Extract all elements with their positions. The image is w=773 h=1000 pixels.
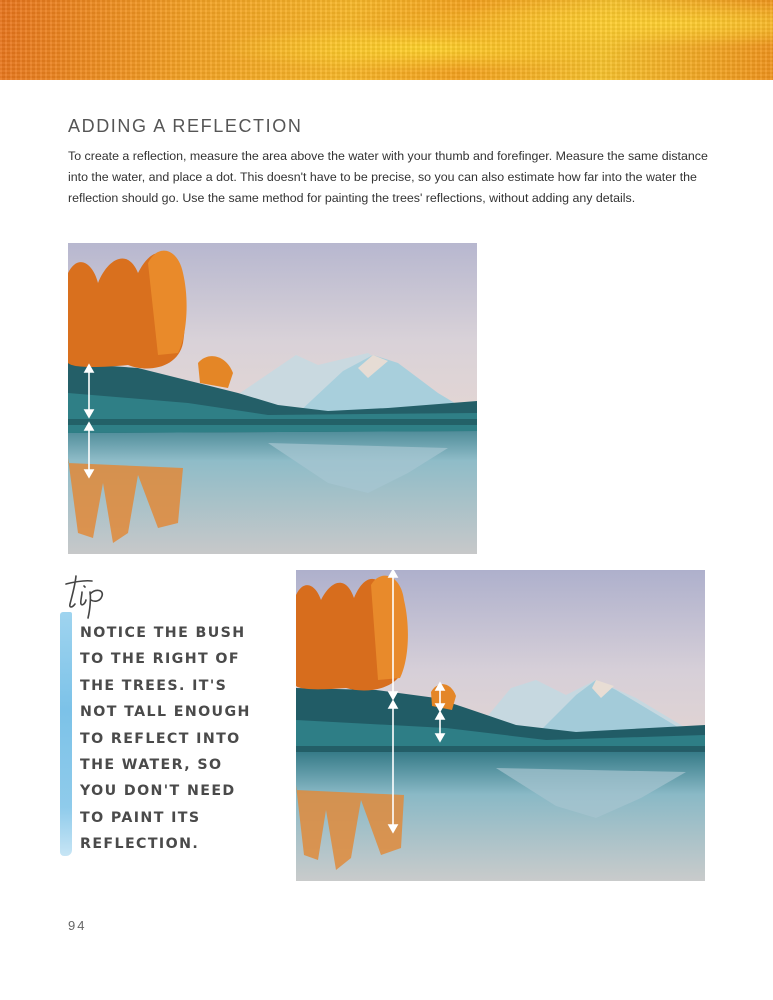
tip-text: NOTICE THE BUSH TO THE RIGHT OF THE TREES. IT'S NOT TALL ENOUGH TO REFLECT INTO THE WATER, SO YOU DON'T NEED TO PAINT ITS REFLECTION. xyxy=(80,625,251,853)
reflection-painting-step-2 xyxy=(296,570,705,881)
tip-accent-stroke xyxy=(60,612,72,856)
reflection-painting-step-1 xyxy=(68,243,477,554)
page-number: 94 xyxy=(68,918,87,933)
svg-text:tip: tip xyxy=(60,566,62,567)
section-heading: ADDING A REFLECTION xyxy=(68,116,303,136)
painted-header-banner xyxy=(0,0,773,80)
intro-paragraph: To create a reflection, measure the area above the water with your thumb and forefinger. Measure the same distance into the water, and place a dot. This doesn't have to be precise, so you can also estimate how far into the water the reflection should go. Use the same method for painting the trees' reflections, without adding any details. xyxy=(68,149,708,205)
